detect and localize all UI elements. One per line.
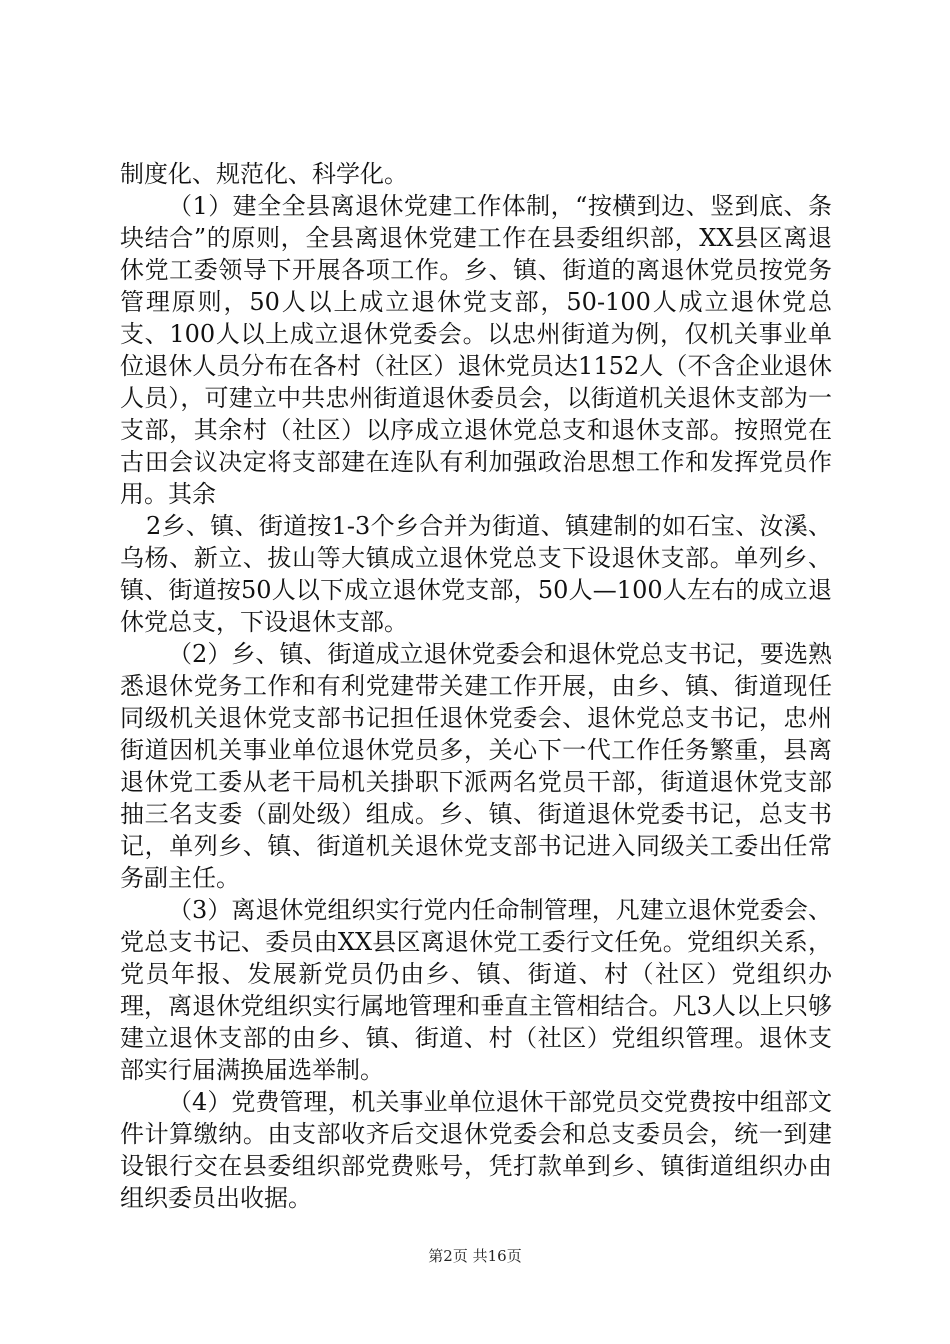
paragraph-item-2: （2）乡、镇、街道成立退休党委会和退休党总支书记，要选熟悉退休党务工作和有利党建带关建工作开展，由乡、镇、街道现任同级机关退休党支部书记担任退休党委会、退休党总支书记，忠州街道因机关事业单位退休党员多，关心下一代工作任务繁重，县离退休党工委从老干局机关掛职下派两名党员干部，街道退休党支部抽三名支委（副处级）组成。乡、镇、街道退休党委书记，总支书记，单列乡、镇、街道机关退休党支部书记进入同级关工委出任常务副主任。 — [120, 640, 832, 892]
paragraph-item-1-cont: 2乡、镇、街道按1-3个乡合并为街道、镇建制的如石宝、汝溪、乌杨、新立、拔山等大镇成立退休党总支下设退休支部。单列乡、镇、街道按50人以下成立退休党支部，50人—100人左右的成立退休党总支，下设退休支部。 — [120, 512, 832, 636]
page-footer: 第2页 共16页 — [428, 1247, 522, 1265]
paragraph-item-3: （3）离退休党组织实行党内任命制管理，凡建立退休党委会、党总支书记、委员由XX县区离退休党工委行文任免。党组织关系，党员年报、发展新党员仍由乡、镇、街道、村（社区）党组织办理，离退休党组织实行属地管理和垂直主管相结合。凡3人以上只够建立退休支部的由乡、镇、街道、村（社区）党组织管理。退休支部实行届满换届选举制。 — [120, 896, 832, 1084]
paragraph-item-1: （1）建全全县离退休党建工作体制，“按横到边、竖到底、条块结合”的原则，全县离退休党建工作在县委组织部，XX县区离退休党工委领导下开展各项工作。乡、镇、街道的离退休党员按党务管理原则，50人以上成立退休党支部，50-100人成立退休党总支、100人以上成立退休党委会。以忠州街道为例，仅机关事业单位退休人员分布在各村（社区）退休党员达1152人（不含企业退休人员），可建立中共忠州街道退休委员会，以街道机关退休支部为一支部，其余村（社区）以序成立退休党总支和退休支部。按照党在古田会议决定将支部建在连队有利加强政治思想工作和发挥党员作用。其余 — [120, 192, 832, 508]
document-body — [120, 158, 832, 1214]
paragraph-item-4: （4）党费管理，机关事业单位退休干部党员交党费按中组部文件计算缴纳。由支部收齐后交退休党委会和总支委员会，统一到建设银行交在县委组织部党费账号，凭打款单到乡、镇街道组织办由组织委员出收据。 — [120, 1088, 832, 1212]
paragraph-continuation: 制度化、规范化、科学化。 — [120, 160, 408, 188]
